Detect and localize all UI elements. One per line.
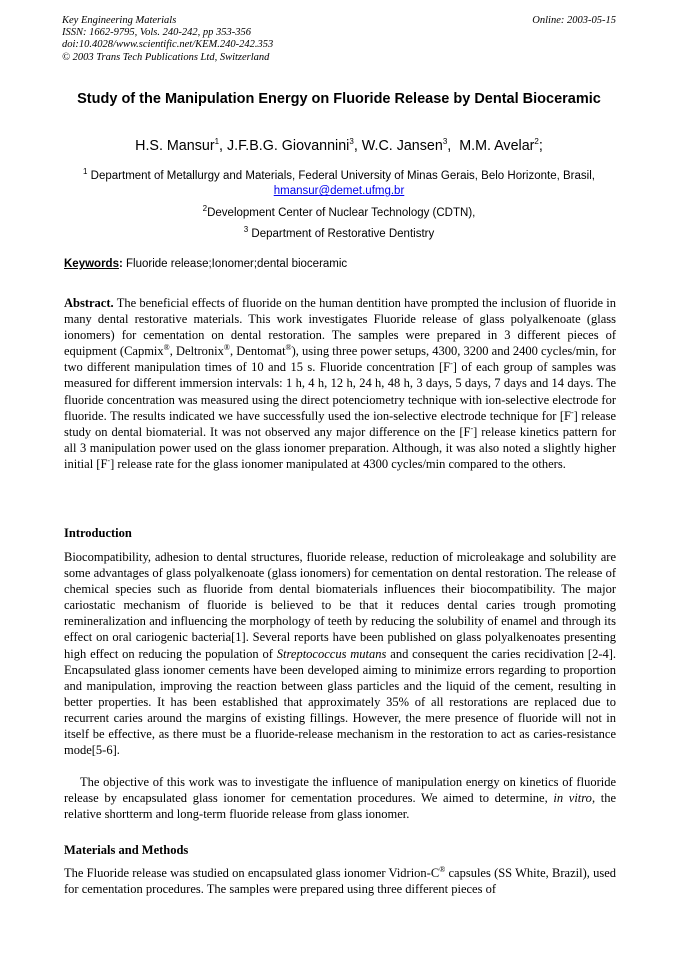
methods-heading: Materials and Methods — [64, 843, 189, 857]
in-vitro-term: in vitro — [553, 791, 592, 806]
author-name: H.S. Mansur — [135, 137, 215, 154]
journal-name: Key Engineering Materials — [62, 15, 177, 26]
paragraph-text: Biocompatibility, adhesion to dental structures, fluoride release, reduction of microleakage and solubility are some advantages of glass polyalkenoate (glass ionomers) for cementation on dental restoration. The release of chemical species such as fluoride from dental biomaterials influences their biocompatibility. The major cariostatic mechanism of fluoride is believed to be that it reduces dental caries trough promoting remineralization and influencing the morphology of teeth by reducing the solubility of enamel and through its effect on oral cariogenic bacteria[1]. Several reports have been published on glass polyalkenoates presenting high effect on reducing the population of — [64, 550, 616, 661]
abstract-text: , Deltronix — [169, 344, 224, 359]
email-link[interactable]: hmansur@demet.ufmg.br — [273, 185, 405, 198]
registered-mark: ® — [163, 343, 170, 353]
abstract — [64, 295, 616, 472]
paragraph-text: The objective of this work was to investigate the influence of manipulation energy on kinetics of fluoride release by encapsulated glass ionomer for cementation procedures. We aimed to determine, — [64, 775, 616, 806]
abstract-label: Abstract. — [64, 296, 114, 310]
author-name: J.F.B.G. Giovannini — [226, 137, 350, 154]
keywords-text: Fluoride release;Ionomer;dental bioceramic — [126, 258, 348, 270]
journal-header — [62, 15, 616, 68]
author-affiliation-mark: 1 — [214, 137, 220, 146]
paragraph-text: capsules (SS White, Brazil), used for cementation procedures. The samples were prepared using three different pieces of — [64, 866, 616, 897]
author-name: M.M. Avelar — [459, 137, 535, 154]
doi-line: doi:10.4028/www.scientific.net/KEM.240-242.353 — [62, 39, 274, 51]
abstract-text: , Dentomat — [229, 344, 286, 359]
abstract-text: ] release rate for the glass ionomer manipulated at 4300 cycles/min compared to the others. — [110, 456, 566, 471]
author-affiliation-mark: 3 — [349, 137, 354, 146]
affiliation-number: 1 — [83, 167, 88, 176]
affiliation-number: 2 — [202, 204, 208, 213]
author-affiliation-mark: 2 — [534, 137, 539, 146]
ion-charge: - — [450, 359, 453, 369]
abstract-text: ] of each group of samples was measured for different immersion intervals: 1 h, 4 h, 12 h, 24 h, 48 h, 3 days, 5 days, 7 days and 14 days. The fluoride concentration was measured using the direct potenciometry technique with ion-selective electrode for fluoride. The results indicated we have successfully used the ion-selective electrode technique for [F — [64, 360, 616, 423]
copyright-line: © 2003 Trans Tech Publications Ltd, Switzerland — [62, 51, 270, 63]
affiliation-2 — [64, 201, 614, 221]
methods-paragraph — [64, 865, 616, 897]
ion-charge: - — [107, 455, 111, 465]
paragraph-text: The Fluoride release was studied on encapsulated glass ionomer Vidrion-C — [64, 866, 440, 880]
registered-mark: ® — [223, 343, 230, 353]
affiliation-text: Department of Restorative Dentistry — [251, 227, 435, 240]
introduction-paragraph — [64, 549, 616, 758]
author-name: W.C. Jansen — [361, 137, 443, 154]
abstract-text: ] release kinetics pattern for all 3 manipulation power used on the glass ionomer preparation. Although, it was also noted a slightly higher initial [F — [64, 424, 616, 471]
author-list: H.S. Mansur$^1$, J.F.B.G. Giovannini$^3$, W.C. Jansen$^3$, M.M. Avelar$^2$; — [135, 137, 543, 154]
introduction-heading: Introduction — [64, 526, 132, 540]
ion-charge: - — [570, 407, 574, 417]
keywords: Keywords: Fluoride release;Ionomer;dental bioceramic — [64, 258, 348, 270]
abstract-text: ), using three power setups, 4300, 3200 and 2400 cycles/min, for two different manipulation times of 10 and 15 s. Fluoride concentration [F — [64, 344, 616, 375]
affiliation-text: Department of Metallurgy and Materials, Federal University of Minas Gerais, Belo Horizonte, Brasil, — [90, 169, 595, 182]
registered-mark: ® — [439, 864, 446, 874]
affiliation-number: 3 — [243, 225, 249, 234]
species-name: Streptococcus mutans — [276, 646, 387, 661]
affiliation-3 — [64, 222, 614, 242]
abstract-text: ] release study on dental biomaterial. It was not observed any major difference on the [F — [64, 408, 616, 439]
affiliation-text: Development Center of Nuclear Technology (CDTN), — [207, 206, 476, 219]
affiliation-1 — [64, 164, 614, 200]
online-date: Online: 2003-05-15 — [532, 15, 616, 26]
paragraph-text: and consequent the caries recidivation [2-4]. Encapsulated glass ionomer cements have been developed aiming to minimize errors regarding to proportion and manipulation, improving the reaction between glass particles and the liquid of the cement, resulting in better properties. It has been established that approximately 35% of all restorations are replaced due to recurrent caries around the margins of existing fillings. However, the mere presence of fluoride will not in itself be effective, as there must be a fluoride-release mechanism in the restoration to act as caries-resistance mode[5-6]. — [64, 646, 617, 758]
header-cut-line — [62, 64, 616, 68]
paper-title: Study of the Manipulation Energy on Fluoride Release by Dental Bioceramic — [77, 91, 601, 107]
ion-charge: - — [470, 423, 474, 433]
introduction-paragraph — [64, 774, 616, 822]
keywords-label: Keywords — [64, 258, 119, 270]
author-affiliation-mark: 3 — [442, 137, 448, 146]
paragraph-text: , the relative shortterm and long-term fluoride release from glass ionomer. — [64, 791, 616, 822]
registered-mark: ® — [285, 343, 292, 353]
issn-line: ISSN: 1662-9795, Vols. 240-242, pp 353-356 — [62, 27, 251, 39]
abstract-text: The beneficial effects of fluoride on the human dentition have prompted the inclusion of fluoride in many dental restorative materials. This work investigates Fluoride release of glass polyalkenoate (glass ionomers) for cementation on dental restoration. The samples were prepared in 3 different pieces of equipment (Capmix — [64, 296, 616, 359]
